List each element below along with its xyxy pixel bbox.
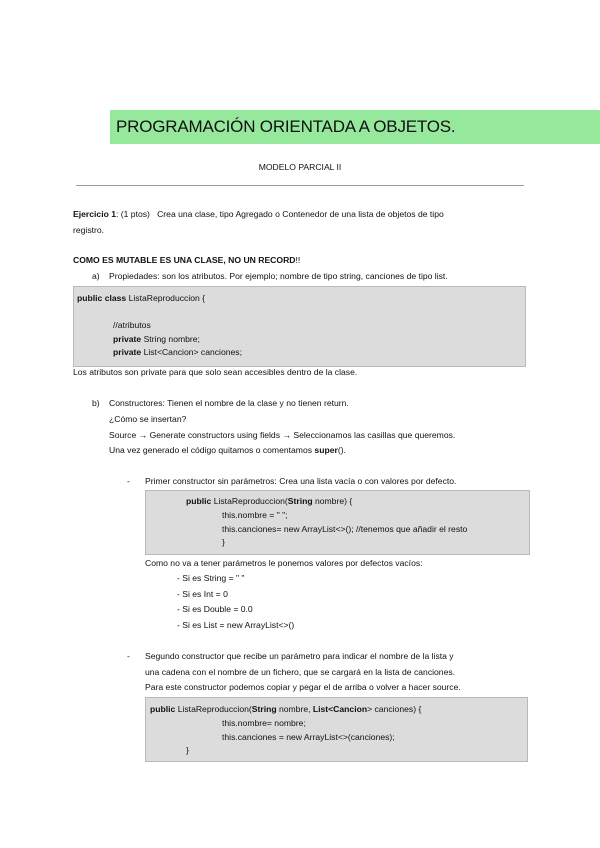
exercise-points: : (1 ptos) [116, 209, 150, 219]
line4-suffix: (). [337, 445, 346, 455]
mutable-note [73, 255, 300, 266]
page-subtitle: MODELO PARCIAL II [258, 162, 342, 172]
divider [76, 185, 524, 186]
line4-text: Una vez generado el código quitamos o comentamos [109, 445, 315, 455]
bullet1-text: Primer constructor sin parámetros: Crea una lista vacía o con valores por defecto. [145, 476, 457, 486]
defaults-item: - Si es List = new ArrayList<>() [177, 620, 295, 630]
page-title: PROGRAMACIÓN ORIENTADA A OBJETOS. [116, 117, 456, 136]
section-a-marker: a) [92, 271, 100, 281]
bullet2-line3: Para este constructor podemos copiar y pegar el de arriba o volver a hacer source. [145, 682, 461, 692]
code3-close: } [186, 745, 189, 755]
defaults-item: - Si es String = " " [177, 573, 245, 583]
code3-decl [150, 704, 421, 715]
field-nombre: String nombre; [141, 334, 200, 344]
code1-nombre [113, 334, 200, 345]
keyword-list: List<Cancion [312, 704, 368, 714]
bullet2-line1: Segundo constructor que recibe un parámetro para indicar el nombre de la lista y [145, 651, 454, 661]
keyword-public: public [186, 496, 212, 506]
keyword-private: private [113, 334, 142, 344]
exercise-line1 [73, 209, 444, 220]
code2-line3: this.canciones= new ArrayList<>(); //tenemos que añadir el resto [222, 524, 468, 534]
defaults-item: - Si es Double = 0.0 [177, 604, 253, 614]
keyword-super: super [314, 445, 338, 455]
bullet1-marker: - [127, 476, 130, 486]
keyword-string: String [251, 704, 277, 714]
section-a-text: Propiedades: son los atributos. Por ejemplo; nombre de tipo string, canciones de tipo list. [109, 271, 448, 281]
constructor-param-nombre: nombre, [276, 704, 313, 714]
section-b-line3: Source → Generate constructors using fields → Seleccionamos las casillas que queremos. [109, 430, 456, 440]
mutable-note-suffix: !! [295, 255, 301, 265]
code1-class-decl [77, 293, 205, 304]
code1-canciones [113, 347, 242, 358]
constructor-params: nombre) { [312, 496, 353, 506]
exercise-text-1: Crea una clase, tipo Agregado o Contenedor de una lista de objetos de tipo [157, 209, 444, 219]
class-declaration: ListaReproduccion { [126, 293, 206, 303]
code1-comment: //atributos [113, 320, 151, 330]
exercise-label: Ejercicio 1 [73, 209, 116, 219]
attributes-note: Los atributos son private para que solo sean accesibles dentro de la clase. [73, 367, 358, 377]
keyword-public: public [150, 704, 176, 714]
defaults-item: - Si es Int = 0 [177, 589, 228, 599]
bullet2-line2: una cadena con el nombre de un fichero, que se cargará en la lista de canciones. [145, 667, 456, 677]
field-canciones: List<Cancion> canciones; [141, 347, 242, 357]
keyword-string: String [287, 496, 313, 506]
section-b-line2: ¿Cómo se insertan? [109, 414, 187, 424]
keyword-private: private [113, 347, 142, 357]
section-b-marker: b) [92, 398, 100, 408]
code3-line3: this.canciones = new ArrayList<>(canciones); [222, 732, 395, 742]
defaults-intro: Como no va a tener parámetros le ponemos valores por defectos vacíos: [145, 558, 423, 568]
code2-line2: this.nombre = " "; [222, 510, 288, 520]
keyword-class: class [104, 293, 127, 303]
exercise-text-2: registro. [73, 225, 105, 235]
keyword-public: public [77, 293, 103, 303]
bullet2-marker: - [127, 651, 130, 661]
section-b-line4 [109, 445, 346, 456]
code2-close: } [222, 537, 225, 547]
constructor-name: ListaReproduccion( [211, 496, 288, 506]
constructor-param-canciones: > canciones) { [367, 704, 422, 714]
code2-decl [186, 496, 352, 507]
code3-line2: this.nombre= nombre; [222, 718, 306, 728]
mutable-note-bold: COMO ES MUTABLE ES UNA CLASE, NO UN RECORD [73, 255, 296, 265]
constructor-name: ListaReproduccion( [175, 704, 252, 714]
section-b-line1: Constructores: Tienen el nombre de la clase y no tienen return. [109, 398, 349, 408]
